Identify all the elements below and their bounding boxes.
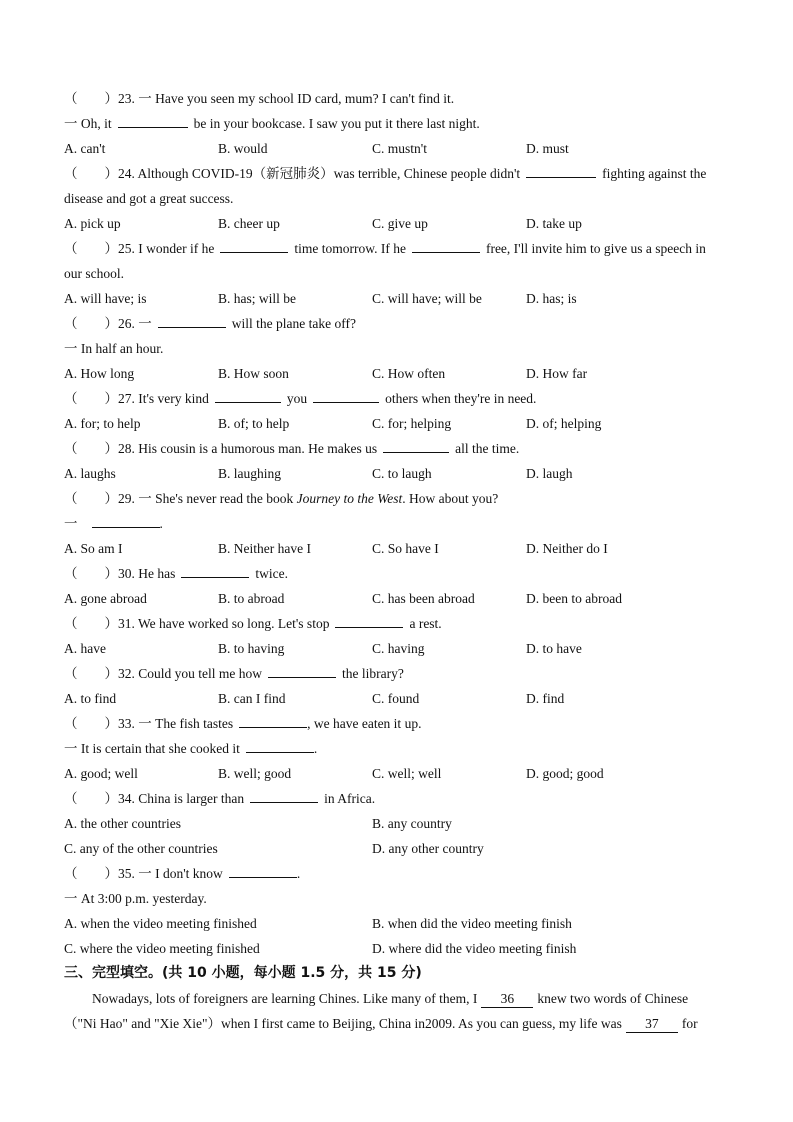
option-c[interactable]: C. has been abroad bbox=[372, 591, 475, 606]
fill-blank[interactable] bbox=[335, 612, 403, 628]
q31-options bbox=[64, 636, 744, 661]
q26-reply bbox=[64, 336, 744, 361]
option-d[interactable]: D. good; good bbox=[526, 766, 604, 781]
q28-stem bbox=[64, 436, 744, 461]
question-text: free, I'll invite him to give us a speech in bbox=[485, 241, 706, 256]
question-text: disease and got a great success. bbox=[64, 191, 234, 206]
option-a[interactable]: A. gone abroad bbox=[64, 591, 147, 606]
q30-stem bbox=[64, 561, 744, 586]
q29-stem bbox=[64, 486, 744, 511]
option-c[interactable]: C. mustn't bbox=[372, 141, 427, 156]
option-b[interactable]: B. Neither have I bbox=[218, 541, 311, 556]
reply-text: . bbox=[313, 741, 318, 756]
question-text: will the plane take off? bbox=[231, 316, 356, 331]
answer-paren[interactable]: （ ） bbox=[64, 791, 118, 806]
option-d[interactable]: D. Neither do I bbox=[526, 541, 608, 556]
answer-paren[interactable]: （ ） bbox=[64, 391, 118, 406]
option-d[interactable]: D. find bbox=[526, 691, 565, 706]
option-b[interactable]: B. when did the video meeting finish bbox=[372, 916, 572, 931]
question-text: in Africa. bbox=[324, 791, 376, 806]
q26-stem bbox=[64, 311, 744, 336]
option-d[interactable]: D. where did the video meeting finish bbox=[372, 941, 577, 956]
q28-options bbox=[64, 461, 744, 486]
reply-text: 一 In half an hour. bbox=[64, 341, 164, 356]
reply-text: 一 It is certain that she cooked it bbox=[64, 741, 240, 756]
q23-reply bbox=[64, 111, 744, 136]
fill-blank[interactable] bbox=[412, 237, 480, 253]
question-text: 25. I wonder if he bbox=[118, 241, 215, 256]
option-a[interactable]: A. have bbox=[64, 641, 106, 656]
q24-options bbox=[64, 211, 744, 236]
q32-stem bbox=[64, 661, 744, 686]
cloze-blank-37[interactable]: 37 bbox=[626, 1015, 678, 1033]
fill-blank[interactable] bbox=[229, 862, 297, 878]
option-c[interactable]: C. well; well bbox=[372, 766, 442, 781]
fill-blank[interactable] bbox=[181, 562, 249, 578]
question-text: 24. Although COVID-19（新冠肺炎）was terrible, Chinese people didn't bbox=[118, 166, 521, 181]
q25-stem-cont bbox=[64, 261, 744, 286]
option-a[interactable]: A. can't bbox=[64, 141, 106, 156]
fill-blank[interactable] bbox=[250, 787, 318, 803]
question-text: a rest. bbox=[409, 616, 442, 631]
section3-paragraph-line2 bbox=[64, 1011, 744, 1036]
option-b[interactable]: B. well; good bbox=[218, 766, 292, 781]
question-text: 31. We have worked so long. Let's stop bbox=[118, 616, 330, 631]
option-c[interactable]: C. any of the other countries bbox=[64, 841, 218, 856]
option-b[interactable]: B. cheer up bbox=[218, 216, 280, 231]
option-a[interactable]: A. How long bbox=[64, 366, 135, 381]
q35-reply bbox=[64, 886, 744, 911]
q34-options-2 bbox=[64, 836, 744, 861]
option-d[interactable]: D. has; is bbox=[526, 291, 577, 306]
passage-text: for bbox=[681, 1016, 698, 1031]
q25-stem bbox=[64, 236, 744, 261]
option-d[interactable]: D. must bbox=[526, 141, 569, 156]
answer-paren[interactable]: （ ） bbox=[64, 316, 118, 331]
fill-blank[interactable] bbox=[313, 387, 379, 403]
answer-paren[interactable]: （ ） bbox=[64, 491, 118, 506]
answer-paren[interactable]: （ ） bbox=[64, 866, 118, 881]
reply-text: be in your bookcase. I saw you put it there last night. bbox=[193, 116, 480, 131]
fill-blank[interactable] bbox=[118, 112, 188, 128]
question-text: all the time. bbox=[455, 441, 520, 456]
section-title: 三、完型填空。(共 10 小题，每小题 1.5 分，共 15 分) bbox=[64, 965, 422, 981]
option-c[interactable]: C. having bbox=[372, 641, 425, 656]
option-b[interactable]: B. can I find bbox=[218, 691, 286, 706]
option-b[interactable]: B. has; will be bbox=[218, 291, 296, 306]
answer-paren[interactable]: （ ） bbox=[64, 566, 118, 581]
fill-blank[interactable] bbox=[383, 437, 449, 453]
q35-options-1 bbox=[64, 911, 744, 936]
option-c[interactable]: C. give up bbox=[372, 216, 428, 231]
answer-paren[interactable]: （ ） bbox=[64, 166, 118, 181]
q33-options bbox=[64, 761, 744, 786]
option-d[interactable]: D. of; helping bbox=[526, 416, 602, 431]
answer-paren[interactable]: （ ） bbox=[64, 716, 118, 731]
question-text: twice. bbox=[255, 566, 288, 581]
fill-blank[interactable] bbox=[246, 737, 314, 753]
option-b[interactable]: B. of; to help bbox=[218, 416, 290, 431]
passage-text: （"Ni Hao" and "Xie Xie"）when I first came to Beijing, China in2009. As you can guess, my life was bbox=[64, 1016, 622, 1031]
option-d[interactable]: D. laugh bbox=[526, 466, 573, 481]
reply-text: 一 Oh, it bbox=[64, 116, 112, 131]
option-a[interactable]: A. the other countries bbox=[64, 816, 181, 831]
question-text: 32. Could you tell me how bbox=[118, 666, 262, 681]
option-c[interactable]: C. found bbox=[372, 691, 420, 706]
q24-stem-cont bbox=[64, 186, 744, 211]
option-c[interactable]: C. for; helping bbox=[372, 416, 452, 431]
option-c[interactable]: C. where the video meeting finished bbox=[64, 941, 260, 956]
answer-paren[interactable]: （ ） bbox=[64, 666, 118, 681]
fill-blank[interactable] bbox=[220, 237, 288, 253]
question-text: time tomorrow. If he bbox=[294, 241, 406, 256]
question-text: 26. 一 bbox=[118, 316, 152, 331]
reply-text: 一 bbox=[64, 516, 78, 531]
option-a[interactable]: A. will have; is bbox=[64, 291, 147, 306]
option-b[interactable]: B. to abroad bbox=[218, 591, 285, 606]
option-c[interactable]: C. So have I bbox=[372, 541, 439, 556]
cloze-blank-36[interactable]: 36 bbox=[481, 990, 533, 1008]
question-text: 34. China is larger than bbox=[118, 791, 245, 806]
fill-blank[interactable] bbox=[268, 662, 336, 678]
q27-options bbox=[64, 411, 744, 436]
q24-stem bbox=[64, 161, 744, 186]
option-b[interactable]: B. any country bbox=[372, 816, 452, 831]
question-text: you bbox=[286, 391, 308, 406]
question-text: 29. 一 She's never read the book bbox=[118, 491, 294, 506]
question-text: our school. bbox=[64, 266, 124, 281]
q34-options-1 bbox=[64, 811, 744, 836]
option-a[interactable]: A. pick up bbox=[64, 216, 121, 231]
q23-options bbox=[64, 136, 744, 161]
passage-text: knew two words of Chinese bbox=[537, 991, 689, 1006]
fill-blank[interactable] bbox=[526, 162, 596, 178]
fill-blank[interactable] bbox=[92, 512, 160, 528]
q29-reply bbox=[64, 511, 744, 536]
option-a[interactable]: A. laughs bbox=[64, 466, 116, 481]
option-c[interactable]: C. to laugh bbox=[372, 466, 432, 481]
section3-heading bbox=[64, 960, 744, 985]
option-d[interactable]: D. take up bbox=[526, 216, 582, 231]
question-text: 30. He has bbox=[118, 566, 176, 581]
q29-options bbox=[64, 536, 744, 561]
option-d[interactable]: D. been to abroad bbox=[526, 591, 622, 606]
q31-stem bbox=[64, 611, 744, 636]
option-a[interactable]: A. to find bbox=[64, 691, 117, 706]
question-text: fighting against the bbox=[602, 166, 707, 181]
option-a[interactable]: A. for; to help bbox=[64, 416, 141, 431]
question-text: 27. It's very kind bbox=[118, 391, 209, 406]
question-text: . How about you? bbox=[402, 491, 499, 506]
book-title: Journey to the West bbox=[296, 491, 403, 506]
answer-paren[interactable]: （ ） bbox=[64, 241, 118, 256]
question-text: the library? bbox=[342, 666, 404, 681]
answer-paren[interactable]: （ ） bbox=[64, 91, 118, 106]
q33-reply bbox=[64, 736, 744, 761]
option-c[interactable]: C. How often bbox=[372, 366, 446, 381]
option-d[interactable]: D. to have bbox=[526, 641, 582, 656]
answer-paren[interactable]: （ ） bbox=[64, 441, 118, 456]
option-b[interactable]: B. to having bbox=[218, 641, 285, 656]
option-d[interactable]: D. any other country bbox=[372, 841, 484, 856]
fill-blank[interactable] bbox=[158, 312, 226, 328]
question-text: 23. 一 Have you seen my school ID card, mum? I can't find it. bbox=[118, 91, 455, 106]
section3-paragraph-line1 bbox=[64, 986, 744, 1011]
option-b[interactable]: B. How soon bbox=[218, 366, 289, 381]
reply-text: . bbox=[159, 516, 163, 531]
q35-stem bbox=[64, 861, 744, 886]
option-c[interactable]: C. will have; will be bbox=[372, 291, 482, 306]
passage-text: Nowadays, lots of foreigners are learning Chines. Like many of them, I bbox=[92, 991, 478, 1006]
option-a[interactable]: A. when the video meeting finished bbox=[64, 916, 257, 931]
question-text: 28. His cousin is a humorous man. He makes us bbox=[118, 441, 378, 456]
fill-blank[interactable] bbox=[215, 387, 281, 403]
q30-options bbox=[64, 586, 744, 611]
q34-stem bbox=[64, 786, 744, 811]
question-text: , we have eaten it up. bbox=[307, 716, 422, 731]
q27-stem bbox=[64, 386, 744, 411]
option-a[interactable]: A. good; well bbox=[64, 766, 138, 781]
option-b[interactable]: B. laughing bbox=[218, 466, 281, 481]
option-b[interactable]: B. would bbox=[218, 141, 268, 156]
q23-stem bbox=[64, 86, 744, 111]
answer-paren[interactable]: （ ） bbox=[64, 616, 118, 631]
question-text: 35. 一 I don't know bbox=[118, 866, 223, 881]
option-d[interactable]: D. How far bbox=[526, 366, 588, 381]
question-text: others when they're in need. bbox=[385, 391, 537, 406]
q25-options bbox=[64, 286, 744, 311]
q26-options bbox=[64, 361, 744, 386]
question-text: 33. 一 The fish tastes bbox=[118, 716, 234, 731]
option-a[interactable]: A. So am I bbox=[64, 541, 123, 556]
q35-options-2 bbox=[64, 936, 744, 961]
q32-options bbox=[64, 686, 744, 711]
fill-blank[interactable] bbox=[239, 712, 307, 728]
reply-text: 一 At 3:00 p.m. yesterday. bbox=[64, 891, 207, 906]
q33-stem bbox=[64, 711, 744, 736]
question-text: . bbox=[296, 866, 301, 881]
